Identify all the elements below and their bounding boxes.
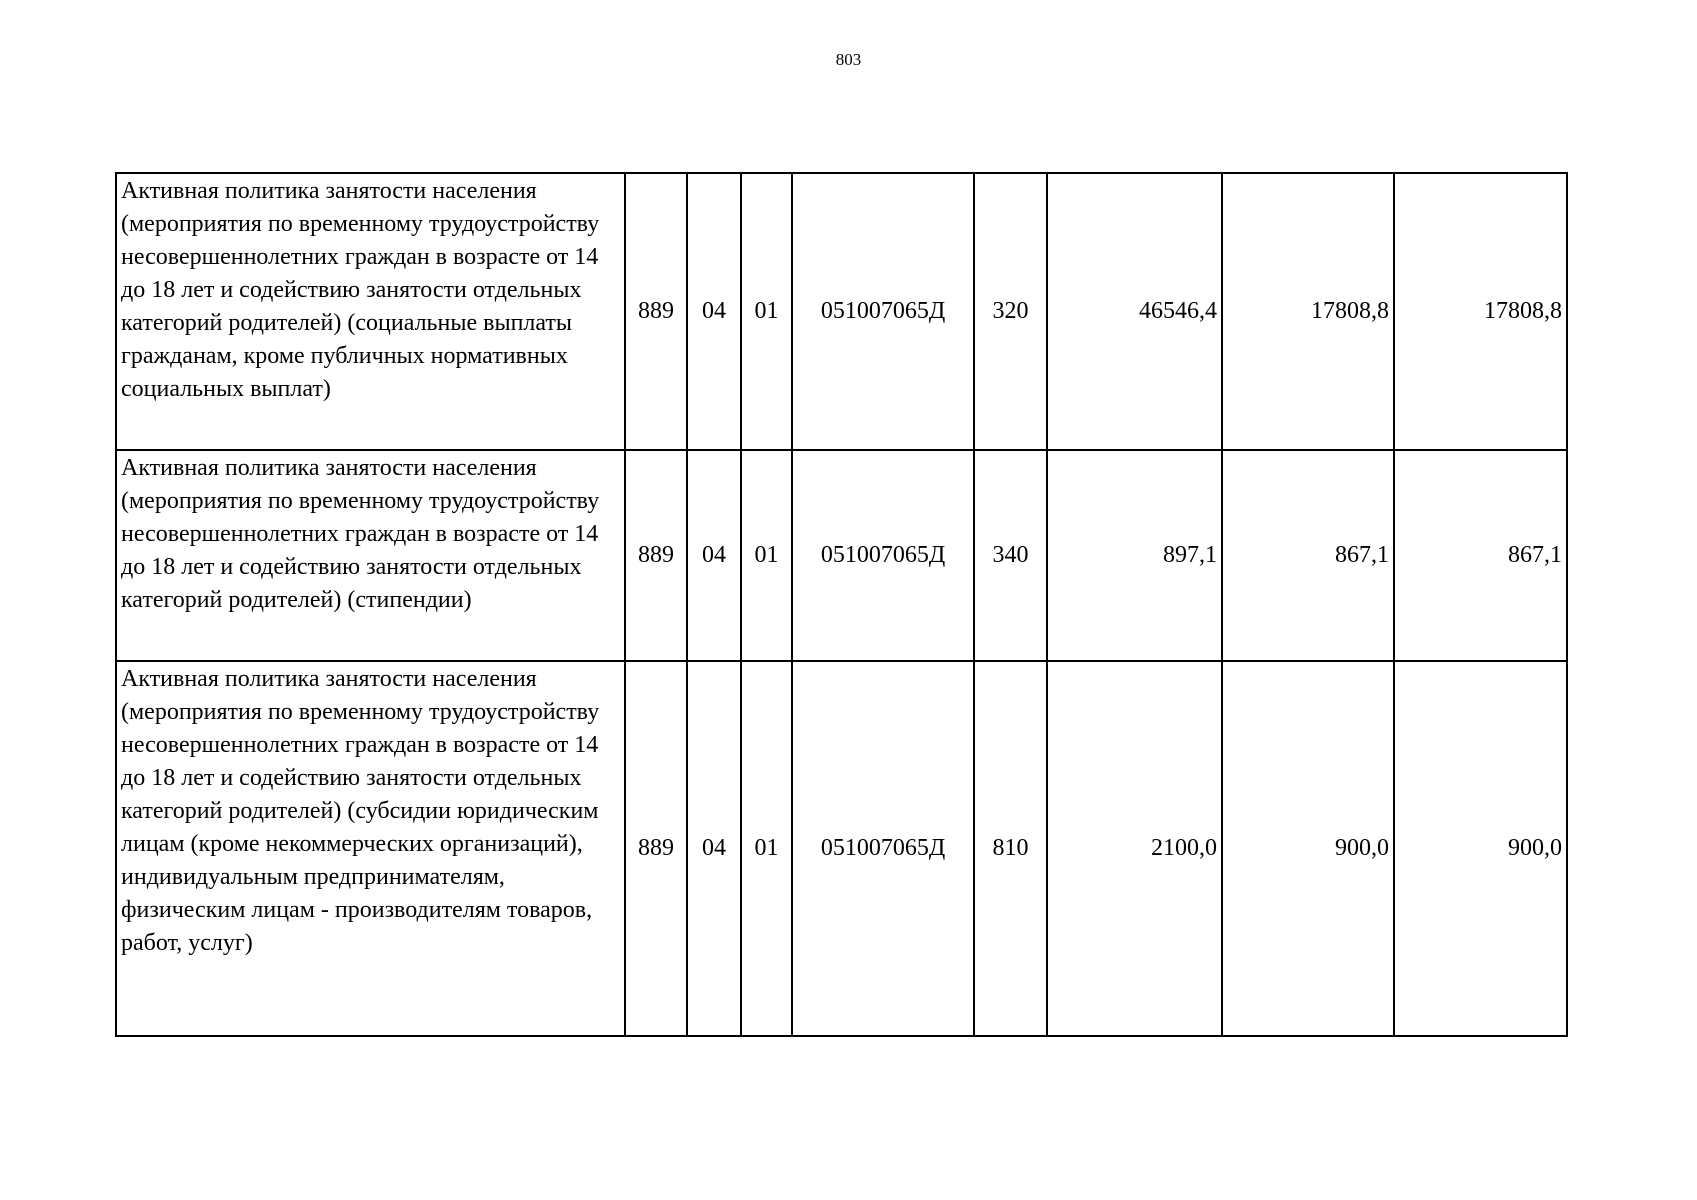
table-row: [116, 173, 1567, 450]
expense-type-code: 320: [974, 173, 1047, 450]
subsection-code: 01: [741, 661, 792, 1036]
row-description: Активная политика занятости населения (мероприятия по временному трудоустройству несовершеннолетних граждан в возрасте от 14 до 18 лет и содействию занятости отдельных категорий родителей) (стипендии): [116, 450, 625, 661]
sum-year-2: 900,0: [1222, 661, 1394, 1036]
sum-year-1: 2100,0: [1047, 661, 1222, 1036]
target-article-code: 051007065Д: [792, 661, 974, 1036]
ministry-code: 889: [625, 450, 687, 661]
section-code: 04: [687, 173, 741, 450]
sum-year-1: 897,1: [1047, 450, 1222, 661]
sum-year-2: 17808,8: [1222, 173, 1394, 450]
expense-type-code: 810: [974, 661, 1047, 1036]
sum-year-3: 17808,8: [1394, 173, 1567, 450]
row-description: Активная политика занятости населения (мероприятия по временному трудоустройству несовершеннолетних граждан в возрасте от 14 до 18 лет и содействию занятости отдельных категорий родителей) (социальные выплаты гражданам, кроме публичных нормативных социальных выплат): [116, 173, 625, 450]
page-number: 803: [835, 50, 862, 69]
target-article-code: 051007065Д: [792, 450, 974, 661]
table-row: [116, 450, 1567, 661]
row-description: Активная политика занятости населения (мероприятия по временному трудоустройству несовершеннолетних граждан в возрасте от 14 до 18 лет и содействию занятости отдельных категорий родителей) (субсидии юридическим лицам (кроме некоммерческих организаций), индивидуальным предпринимателям, физическим лицам - производителям товаров, работ, услуг): [116, 661, 625, 1036]
expense-type-code: 340: [974, 450, 1047, 661]
sum-year-2: 867,1: [1222, 450, 1394, 661]
subsection-code: 01: [741, 173, 792, 450]
sum-year-3: 867,1: [1394, 450, 1567, 661]
target-article-code: 051007065Д: [792, 173, 974, 450]
sum-year-3: 900,0: [1394, 661, 1567, 1036]
table-row: [116, 661, 1567, 1036]
section-code: 04: [687, 661, 741, 1036]
ministry-code: 889: [625, 173, 687, 450]
section-code: 04: [687, 450, 741, 661]
budget-table: [115, 172, 1568, 1037]
subsection-code: 01: [741, 450, 792, 661]
sum-year-1: 46546,4: [1047, 173, 1222, 450]
ministry-code: 889: [625, 661, 687, 1036]
